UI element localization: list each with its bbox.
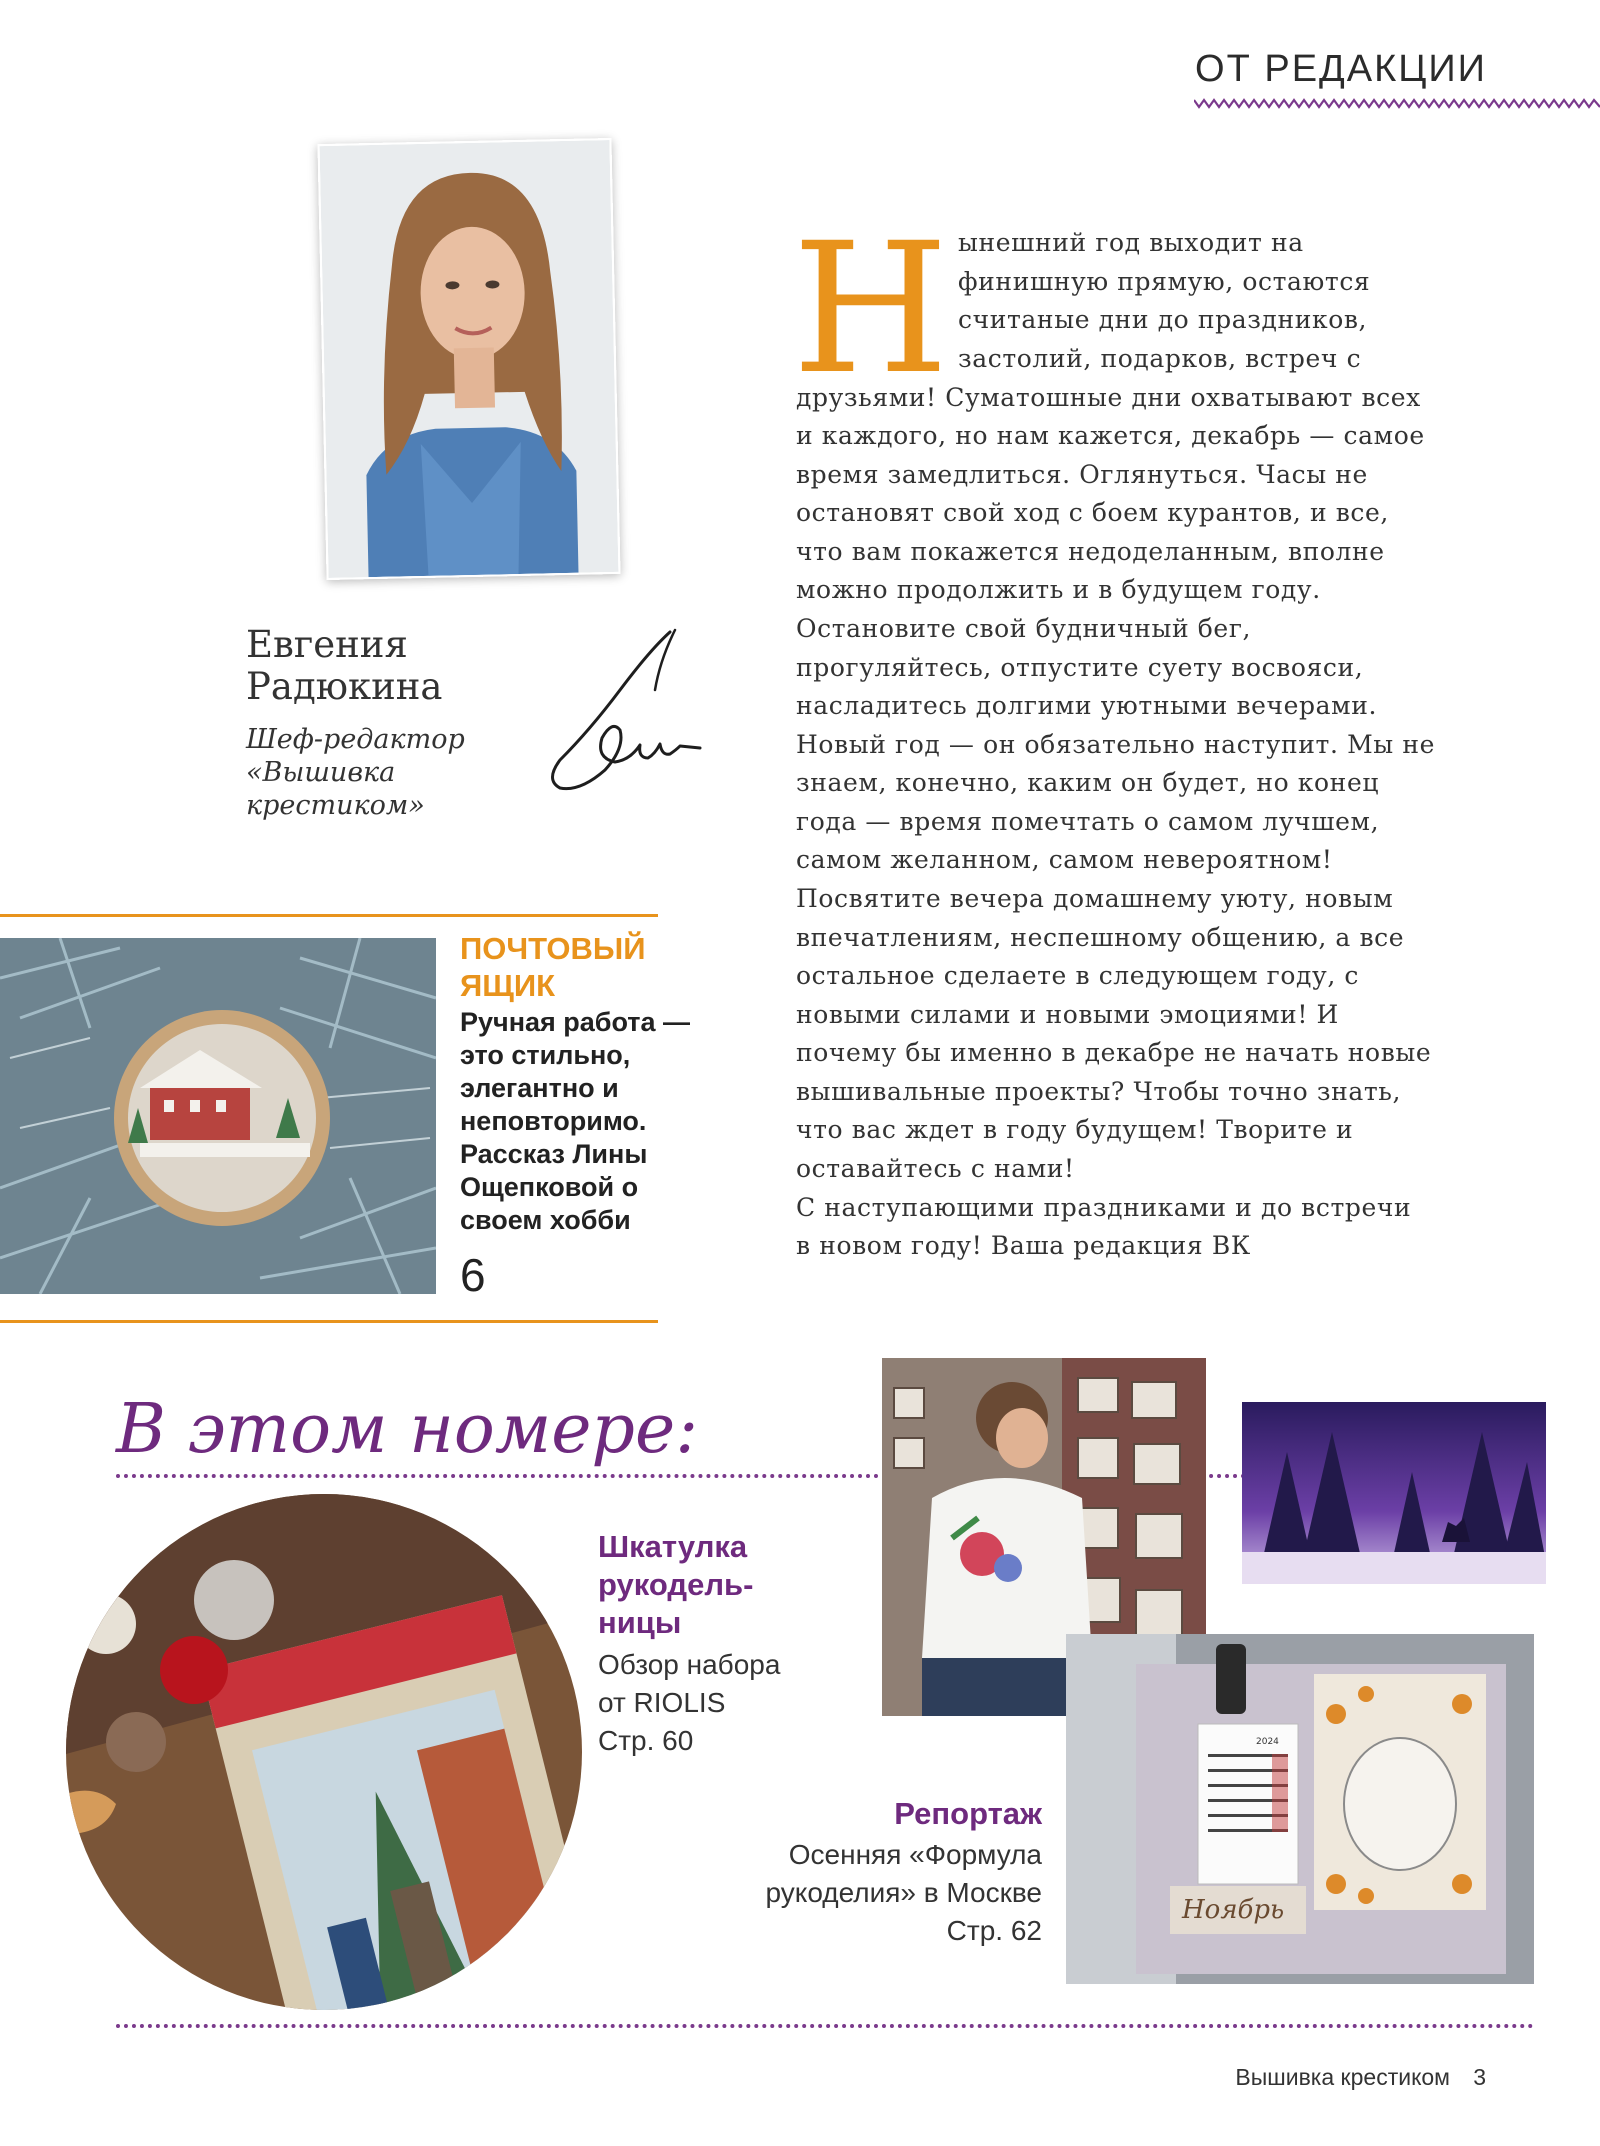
editor-name-last: Радюкина bbox=[246, 665, 443, 708]
box-review-description bbox=[598, 1646, 828, 1760]
editorial-line: Остановите свой будничный бег, bbox=[796, 614, 1252, 643]
mailbox-desc-line: Ощепковой о bbox=[460, 1172, 639, 1202]
mailbox-description bbox=[460, 1006, 710, 1237]
november-calendar-photo[interactable] bbox=[1066, 1634, 1534, 1984]
box-desc-line: от RIOLIS bbox=[598, 1687, 726, 1718]
box-title-line: рукодель- bbox=[598, 1567, 754, 1602]
editorial-line: считаные дни до праздников, bbox=[958, 305, 1368, 334]
editorial-line: друзьями! Суматошные дни охватывают всех bbox=[796, 383, 1421, 412]
report-desc-line: Осенняя «Формула bbox=[788, 1839, 1042, 1870]
section-title: ОТ РЕДАКЦИИ bbox=[1195, 48, 1487, 90]
editor-name-first: Евгения bbox=[246, 623, 408, 666]
editorial-line: время замедлиться. Оглянуться. Часы не bbox=[796, 460, 1368, 489]
report-desc-page[interactable]: Стр. 62 bbox=[946, 1915, 1042, 1946]
editorial-line: С наступающими праздниками и до встречи bbox=[796, 1193, 1412, 1222]
editorial-line: и каждого, но нам кажется, декабрь — самое bbox=[796, 421, 1425, 450]
box-title-line: ницы bbox=[598, 1605, 682, 1640]
editorial-line: вышивальные проекты? Чтобы точно знать, bbox=[796, 1077, 1402, 1106]
editor-signature bbox=[520, 620, 720, 810]
editorial-line: в новом году! Ваша редакция ВК bbox=[796, 1231, 1251, 1260]
editorial-line: что вас ждет в году будущем! Творите и bbox=[796, 1115, 1354, 1144]
box-review-title[interactable] bbox=[598, 1528, 828, 1642]
mailbox-desc-line: элегантно и bbox=[460, 1073, 619, 1103]
editorial-line: оставайтесь с нами! bbox=[796, 1154, 1075, 1183]
box-desc-line: Обзор набора bbox=[598, 1649, 781, 1680]
mailbox-desc-line: Ручная работа — bbox=[460, 1007, 691, 1037]
editorial-line: насладитесь долгими уютными вечерами. bbox=[796, 691, 1378, 720]
report-description bbox=[722, 1836, 1042, 1950]
box-review-round-photo[interactable] bbox=[66, 1494, 582, 2010]
editorial-line: можно продолжить и в будущем году. bbox=[796, 575, 1321, 604]
editorial-line: года — время помечтать о самом лучшем, bbox=[796, 807, 1380, 836]
editorial-drop-cap: Н bbox=[792, 205, 949, 414]
header-zigzag-divider bbox=[1194, 96, 1600, 110]
editorial-line: самом желанном, самом невероятном! bbox=[796, 845, 1333, 874]
box-title-line: Шкатулка bbox=[598, 1529, 748, 1564]
box-desc-page[interactable]: Стр. 60 bbox=[598, 1725, 694, 1756]
mailbox-heading[interactable] bbox=[460, 930, 680, 1004]
mailbox-desc-line: неповторимо. bbox=[460, 1106, 647, 1136]
footer-magazine-name: Вышивка крестиком bbox=[1235, 2064, 1450, 2090]
editor-role bbox=[246, 723, 476, 822]
editorial-line: ынешний год выходит на bbox=[958, 228, 1304, 257]
mailbox-desc-line: своем хобби bbox=[460, 1205, 631, 1235]
mailbox-top-rule bbox=[0, 914, 658, 917]
editor-name bbox=[246, 624, 486, 708]
mailbox-page-number[interactable]: 6 bbox=[460, 1249, 486, 1301]
editorial-line: остальное сделаете в следующем году, с bbox=[796, 961, 1360, 990]
issue-bottom-dotted-rule bbox=[116, 2024, 1534, 2028]
editorial-line: почему бы именно в декабре не начать новые bbox=[796, 1038, 1432, 1067]
editor-role-line: Шеф-редактор bbox=[246, 724, 465, 755]
report-desc-line: рукоделия» в Москве bbox=[765, 1877, 1042, 1908]
mailbox-bottom-rule bbox=[0, 1320, 658, 1323]
calendar-month-label: Ноябрь bbox=[1182, 1895, 1285, 1925]
editorial-line: Новый год — он обязательно наступит. Мы не bbox=[796, 730, 1435, 759]
calendar-year-label: 2024 bbox=[1256, 1737, 1279, 1747]
mailbox-desc-line: это стильно, bbox=[460, 1040, 631, 1070]
in-this-issue-heading: В этом номере: bbox=[116, 1390, 699, 1469]
editor-role-line: крестиком» bbox=[246, 790, 425, 821]
editor-portrait-photo bbox=[317, 138, 620, 580]
editorial-line: прогуляйтесь, отпустите суету восвояси, bbox=[796, 653, 1364, 682]
editorial-line: остановят свой ход с боем курантов, и все, bbox=[796, 498, 1389, 527]
editorial-line: новыми силами и новыми эмоциями! И bbox=[796, 1000, 1339, 1029]
report-title[interactable]: Репортаж bbox=[894, 1796, 1042, 1831]
footer-page-number: 3 bbox=[1473, 2064, 1486, 2090]
editorial-line: застолий, подарков, встреч с bbox=[958, 344, 1362, 373]
editorial-line: финишную прямую, остаются bbox=[958, 267, 1371, 296]
winter-forest-embroidery-photo[interactable] bbox=[1242, 1402, 1546, 1584]
editorial-line: Посвятите вечера домашнему уюту, новым bbox=[796, 884, 1394, 913]
mailbox-heading-line: ЯЩИК bbox=[460, 968, 556, 1003]
mailbox-heading-line: ПОЧТОВЫЙ bbox=[460, 931, 646, 966]
mailbox-desc-line: Рассказ Лины bbox=[460, 1139, 648, 1169]
editor-role-line: «Вышивка bbox=[246, 757, 396, 788]
editorial-line: что вам покажется недоделанным, вполне bbox=[796, 537, 1385, 566]
editorial-line: впечатлениям, неспешному общению, а все bbox=[796, 923, 1405, 952]
editorial-line: знаем, конечно, каким он будет, но конец bbox=[796, 768, 1380, 797]
mailbox-photo[interactable] bbox=[0, 938, 436, 1294]
